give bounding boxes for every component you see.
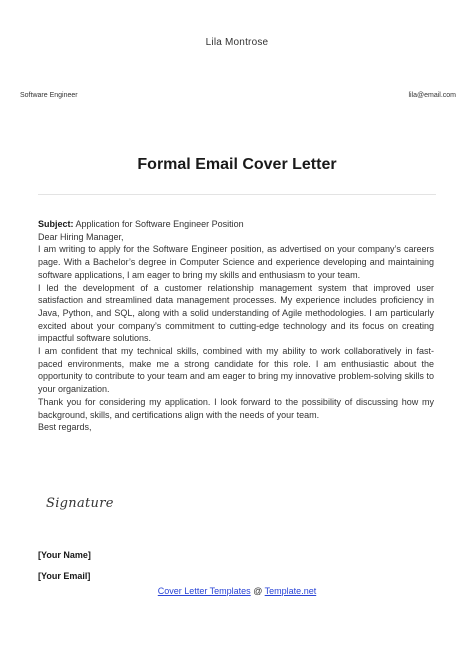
job-title: Software Engineer — [20, 92, 78, 99]
author-name: Lila Montrose — [205, 37, 269, 48]
your-name-placeholder: [Your Name] — [38, 550, 91, 560]
header-email: lila@email.com — [408, 92, 456, 99]
letter-body — [38, 218, 434, 434]
cover-letter-templates-link[interactable]: Cover Letter Templates — [157, 586, 251, 596]
greeting: Dear Hiring Manager, — [38, 231, 124, 242]
footer-separator: @ — [250, 586, 265, 596]
paragraph-confidence: I am confident that my technical skills, combined with my ability to work collaboratively in fast-paced environments, make me a strong candidate for this role. I am enthusiastic about the opportunity to contribute to your team and am eager to bring my innovative problem-solving skills to your organization. — [38, 346, 434, 395]
your-email-placeholder: [Your Email] — [38, 571, 91, 581]
subject-text: Application for Software Engineer Position — [73, 219, 244, 229]
paragraph-intro: I am writing to apply for the Software Engineer position, as advertised on your company’s careers page. With a Bachelor’s degree in Computer Science and experience developing and maintaining software applications, I am eager to bring my skills and enthusiasm to your team. — [38, 244, 434, 280]
footer — [0, 586, 474, 596]
subject-line — [38, 218, 434, 231]
paragraph-thanks: Thank you for considering my application. I look forward to the possibility of discussing how my background, skills, and certifications align with the needs of your team. — [38, 396, 434, 420]
closing: Best regards, — [38, 422, 92, 433]
paragraph-experience: I led the development of a customer relationship management system that improved user satisfaction and streamlined data management processes. My experience includes proficiency in Java, Python, and SQL, along with a solid understanding of Agile methodologies. I am particularly excited about your company’s commitment to cutting-edge technology and its focus on creating impactful software solutions. — [38, 282, 434, 344]
title-divider — [38, 194, 436, 195]
subject-label: Subject: — [38, 219, 74, 229]
document-title: Formal Email Cover Letter — [137, 156, 337, 173]
template-net-link[interactable]: Template.net — [264, 586, 317, 596]
signature: Signature — [46, 496, 114, 511]
